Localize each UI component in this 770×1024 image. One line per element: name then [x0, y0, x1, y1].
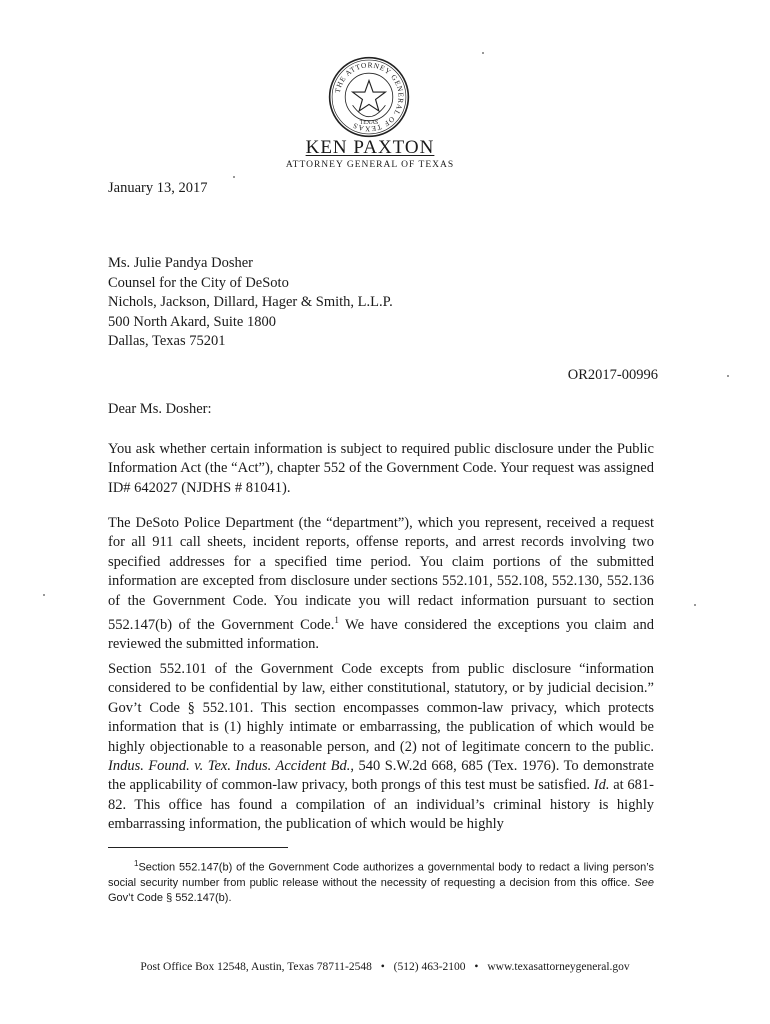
seal-ring-text: THE ATTORNEY GENERAL OF TEXAS — [332, 60, 406, 134]
salutation: Dear Ms. Dosher: — [108, 401, 212, 417]
analysis-text-3: at 681-82. This office has found a compilation of an individual’s criminal history is highly embarrassing information, the publication of which would be highly — [108, 777, 654, 833]
scan-speck — [727, 375, 729, 377]
recipient-firm: Nichols, Jackson, Dillard, Hager & Smith, L.L.P. — [108, 294, 393, 310]
reference-number: OR2017-00996 — [567, 367, 658, 383]
recipient-role: Counsel for the City of DeSoto — [108, 274, 289, 291]
paragraph-background — [108, 514, 654, 655]
letter-footer — [0, 961, 770, 973]
analysis-text-1: Section 552.101 of the Government Code excepts from public disclosure “information considered to be confidential by law, either constitutional, statutory, or by judicial decision.” Gov’t Code § 552.101. This section encompasses common-law privacy, which protects information that is (1) highly intimate or embarrassing, the publication of which would be highly objectionable to a reasonable person, and (2) not of legitimate concern to the public. — [108, 661, 654, 755]
seal-star — [353, 81, 386, 111]
paragraph-background-text: The DeSoto Police Department (the “department”), which you represent, received a request for all 911 call sheets, incident reports, offense reports, and arrest records involving two specified addresses for a specified time period. You claim portions of the submitted information are excepted from disclosure under sections 552.101, 552.108, 552.130, 552.136 of the Government Code. You indicate you will redact information pursuant to section 552.147(b) of the Government Code. — [108, 515, 654, 633]
footnote — [108, 856, 654, 906]
recipient-city: Dallas, Texas 75201 — [108, 333, 226, 349]
attorney-general-name: KEN PAXTON — [305, 137, 435, 158]
paragraph-background-text-end: We have considered the exceptions you claim and reviewed the submitted information. — [108, 616, 654, 653]
scan-speck — [233, 176, 235, 178]
footer-website[interactable]: www.texasattorneygeneral.gov — [487, 961, 630, 973]
paragraph-analysis — [108, 660, 654, 835]
scan-speck — [482, 52, 484, 54]
footnote-divider — [108, 847, 288, 848]
footnote-marker: 1 — [134, 859, 139, 868]
case-citation: Indus. Found. v. Tex. Indus. Accident Bd. — [108, 758, 351, 775]
footnote-reference: 1 — [334, 615, 339, 626]
letter-date: January 13, 2017 — [108, 180, 208, 196]
footer-phone: (512) 463-2100 — [393, 961, 466, 973]
scan-speck — [694, 604, 696, 606]
footnote-text-2: Gov’t Code § 552.147(b). — [108, 891, 232, 904]
seal-center-text: TEXAS — [359, 120, 379, 127]
id-citation: Id. — [593, 777, 610, 794]
attorney-general-seal-icon — [328, 56, 410, 138]
footer-address: Post Office Box 12548, Austin, Texas 78711-2548 — [140, 961, 372, 973]
footnote-see: See — [634, 876, 654, 889]
paragraph-request: You ask whether certain information is subject to required public disclosure under the Public Information Act (the “Act”), chapter 552 of the Government Code. Your request was assigned ID# 642027 (NJDHS # 81041). — [108, 441, 654, 496]
recipient-address — [108, 254, 393, 352]
footnote-text-1: Section 552.147(b) of the Government Code authorizes a governmental body to redact a living person’s social security number from public release without the necessity of requesting a decision from this office. — [108, 861, 654, 889]
footer-separator: • — [380, 961, 385, 973]
recipient-street: 500 North Akard, Suite 1800 — [108, 313, 276, 330]
analysis-text-2: , 540 S.W.2d 668, 685 (Tex. 1976). To demonstrate the applicability of common-law privacy, both prongs of this test must be satisfied. — [108, 758, 654, 794]
attorney-general-title: ATTORNEY GENERAL OF TEXAS — [285, 160, 455, 170]
scan-speck — [43, 594, 45, 596]
recipient-name: Ms. Julie Pandya Dosher — [108, 255, 253, 271]
footer-separator: • — [474, 961, 479, 973]
